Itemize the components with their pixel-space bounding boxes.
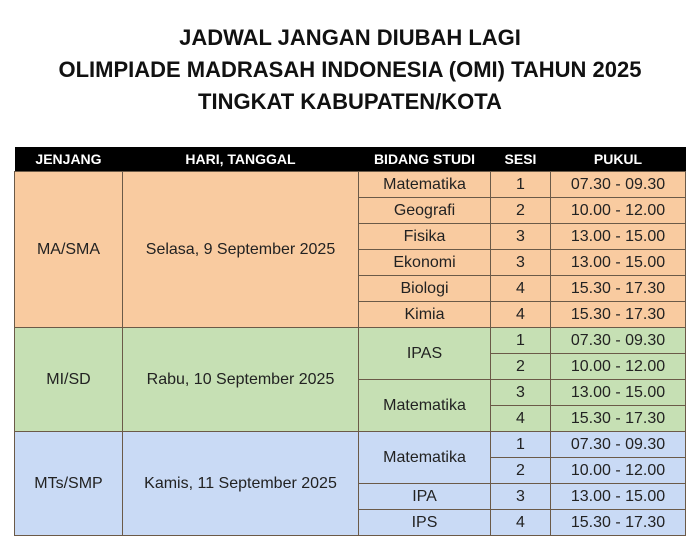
title-line-1: JADWAL JANGAN DIUBAH LAGI bbox=[179, 25, 521, 50]
sesi-cell: 3 bbox=[491, 224, 551, 250]
table-row bbox=[15, 172, 686, 198]
header-jenjang: JENJANG bbox=[15, 147, 123, 172]
pukul-cell: 10.00 - 12.00 bbox=[551, 354, 686, 380]
sesi-cell: 3 bbox=[491, 380, 551, 406]
pukul-cell: 10.00 - 12.00 bbox=[551, 198, 686, 224]
pukul-cell: 15.30 - 17.30 bbox=[551, 406, 686, 432]
pukul-cell: 15.30 - 17.30 bbox=[551, 276, 686, 302]
sesi-cell: 3 bbox=[491, 250, 551, 276]
bidang-cell: IPS bbox=[359, 510, 491, 536]
table-row bbox=[15, 432, 686, 458]
pukul-cell: 13.00 - 15.00 bbox=[551, 380, 686, 406]
sesi-cell: 1 bbox=[491, 328, 551, 354]
bidang-cell: Ekonomi bbox=[359, 250, 491, 276]
pukul-cell: 15.30 - 17.30 bbox=[551, 302, 686, 328]
document-title bbox=[0, 22, 700, 118]
bidang-cell: Biologi bbox=[359, 276, 491, 302]
pukul-cell: 07.30 - 09.30 bbox=[551, 432, 686, 458]
header-sesi: SESI bbox=[491, 147, 551, 172]
bidang-cell: IPAS bbox=[359, 328, 491, 380]
tanggal-cell: Rabu, 10 September 2025 bbox=[123, 328, 359, 432]
pukul-cell: 07.30 - 09.30 bbox=[551, 172, 686, 198]
sesi-cell: 3 bbox=[491, 484, 551, 510]
pukul-cell: 13.00 - 15.00 bbox=[551, 250, 686, 276]
sesi-cell: 4 bbox=[491, 276, 551, 302]
pukul-cell: 15.30 - 17.30 bbox=[551, 510, 686, 536]
jenjang-cell: MTs/SMP bbox=[15, 432, 123, 536]
table-header bbox=[15, 147, 686, 172]
sesi-cell: 1 bbox=[491, 432, 551, 458]
tanggal-cell: Kamis, 11 September 2025 bbox=[123, 432, 359, 536]
sesi-cell: 2 bbox=[491, 354, 551, 380]
header-bidang: BIDANG STUDI bbox=[359, 147, 491, 172]
bidang-cell: Matematika bbox=[359, 380, 491, 432]
sesi-cell: 2 bbox=[491, 458, 551, 484]
bidang-cell: Matematika bbox=[359, 172, 491, 198]
sesi-cell: 1 bbox=[491, 172, 551, 198]
table-row bbox=[15, 328, 686, 354]
jenjang-cell: MI/SD bbox=[15, 328, 123, 432]
pukul-cell: 10.00 - 12.00 bbox=[551, 458, 686, 484]
sesi-cell: 4 bbox=[491, 510, 551, 536]
sesi-cell: 4 bbox=[491, 302, 551, 328]
bidang-cell: Kimia bbox=[359, 302, 491, 328]
title-line-3: TINGKAT KABUPATEN/KOTA bbox=[198, 89, 502, 114]
bidang-cell: IPA bbox=[359, 484, 491, 510]
header-pukul: PUKUL bbox=[551, 147, 686, 172]
sesi-cell: 4 bbox=[491, 406, 551, 432]
bidang-cell: Matematika bbox=[359, 432, 491, 484]
sesi-cell: 2 bbox=[491, 198, 551, 224]
pukul-cell: 13.00 - 15.00 bbox=[551, 484, 686, 510]
bidang-cell: Geografi bbox=[359, 198, 491, 224]
jenjang-cell: MA/SMA bbox=[15, 172, 123, 328]
title-line-2: OLIMPIADE MADRASAH INDONESIA (OMI) TAHUN 2025 bbox=[58, 57, 642, 82]
pukul-cell: 07.30 - 09.30 bbox=[551, 328, 686, 354]
schedule-table bbox=[14, 147, 686, 536]
pukul-cell: 13.00 - 15.00 bbox=[551, 224, 686, 250]
tanggal-cell: Selasa, 9 September 2025 bbox=[123, 172, 359, 328]
bidang-cell: Fisika bbox=[359, 224, 491, 250]
header-tanggal: HARI, TANGGAL bbox=[123, 147, 359, 172]
